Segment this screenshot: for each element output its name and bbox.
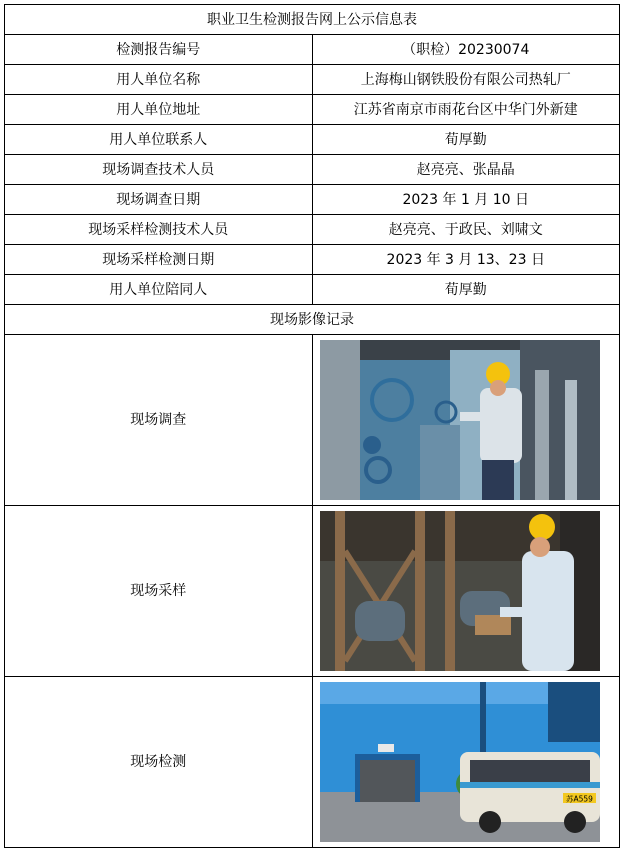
row-value-employer-name: 上海梅山钢铁股份有限公司热轧厂: [312, 65, 620, 95]
row-value-report-number: （职检）20230074: [312, 35, 620, 65]
row-label-survey-date: 现场调查日期: [5, 185, 313, 215]
row-value-employer-address: 江苏省南京市雨花台区中华门外新建: [312, 95, 620, 125]
table-row: [5, 35, 620, 65]
row-label-survey-staff: 现场调查技术人员: [5, 155, 313, 185]
row-value-sampling-staff: 赵亮亮、于政民、刘啸文: [312, 215, 620, 245]
table-row: [5, 275, 620, 305]
photo-row: [5, 335, 620, 506]
bus-plate: 苏A559: [565, 794, 593, 804]
row-label-sampling-date: 现场采样检测日期: [5, 245, 313, 275]
row-value-survey-staff: 赵亮亮、张晶晶: [312, 155, 620, 185]
disclosure-table: [4, 4, 620, 848]
row-value-survey-date: 2023 年 1 月 10 日: [312, 185, 620, 215]
table-row: [5, 245, 620, 275]
table-row: [5, 125, 620, 155]
sampling-photo: [320, 511, 600, 671]
table-title: 职业卫生检测报告网上公示信息表: [5, 5, 620, 35]
row-value-accompanying-person: 荀厚勤: [312, 275, 620, 305]
table-row: [5, 65, 620, 95]
table-row: [5, 95, 620, 125]
row-value-contact-person: 荀厚勤: [312, 125, 620, 155]
table-row: [5, 215, 620, 245]
photo-row: [5, 677, 620, 848]
row-label-report-number: 检测报告编号: [5, 35, 313, 65]
row-label-employer-address: 用人单位地址: [5, 95, 313, 125]
row-label-sampling-staff: 现场采样检测技术人员: [5, 215, 313, 245]
photo-row: [5, 506, 620, 677]
photo-label-survey: 现场调查: [5, 335, 313, 506]
row-label-employer-name: 用人单位名称: [5, 65, 313, 95]
table-row: [5, 155, 620, 185]
photo-section-heading: 现场影像记录: [5, 305, 620, 335]
photo-label-testing: 现场检测: [5, 677, 313, 848]
survey-photo: [320, 340, 600, 500]
table-row: [5, 185, 620, 215]
testing-photo: [320, 682, 600, 842]
row-label-accompanying-person: 用人单位陪同人: [5, 275, 313, 305]
row-value-sampling-date: 2023 年 3 月 13、23 日: [312, 245, 620, 275]
row-label-contact-person: 用人单位联系人: [5, 125, 313, 155]
photo-label-sampling: 现场采样: [5, 506, 313, 677]
